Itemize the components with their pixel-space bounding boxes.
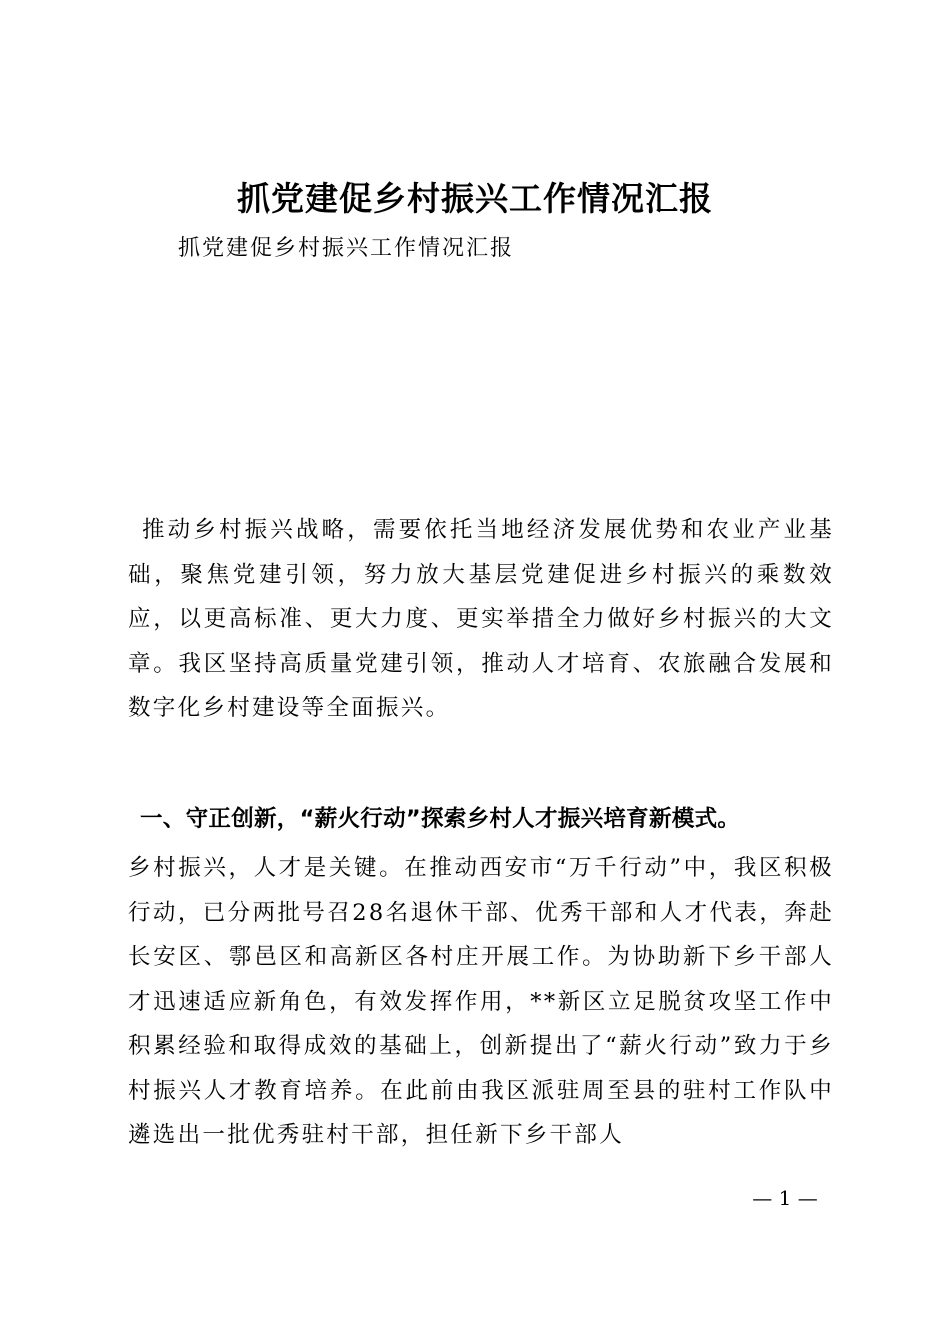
section-heading: 一、守正创新，“薪火行动”探索乡村人才振兴培育新模式。 [140,806,741,832]
page-number: — 1 — [752,1186,818,1210]
section-paragraph: 乡村振兴，人才是关键。在推动西安市“万千行动”中，我区积极行动，已分两批号召28名退休干部、优秀干部和人才代表，奔赴长安区、鄠邑区和高新区各村庄开展工作。为协助新下乡干部人才迅速适应新角色，有效发挥作用，**新区立足脱贫攻坚工作中积累经验和取得成效的基础上，创新提出了“薪火行动”致力于乡村振兴人才教育培养。在此前由我区派驻周至县的驻村工作队中遴选出一批优秀驻村干部，担任新下乡干部人 [128,855,834,1148]
document-subtitle: 抓党建促乡村振兴工作情况汇报 [178,236,515,261]
intro-paragraph: 推动乡村振兴战略，需要依托当地经济发展优势和农业产业基础，聚焦党建引领，努力放大基层党建促进乡村振兴的乘数效应，以更高标准、更大力度、更实举措全力做好乡村振兴的大文章。我区坚持高质量党建引领，推动人才培育、农旅融合发展和数字化乡村建设等全面振兴。 [128,517,834,721]
document-title: 抓党建促乡村振兴工作情况汇报 [237,179,713,218]
